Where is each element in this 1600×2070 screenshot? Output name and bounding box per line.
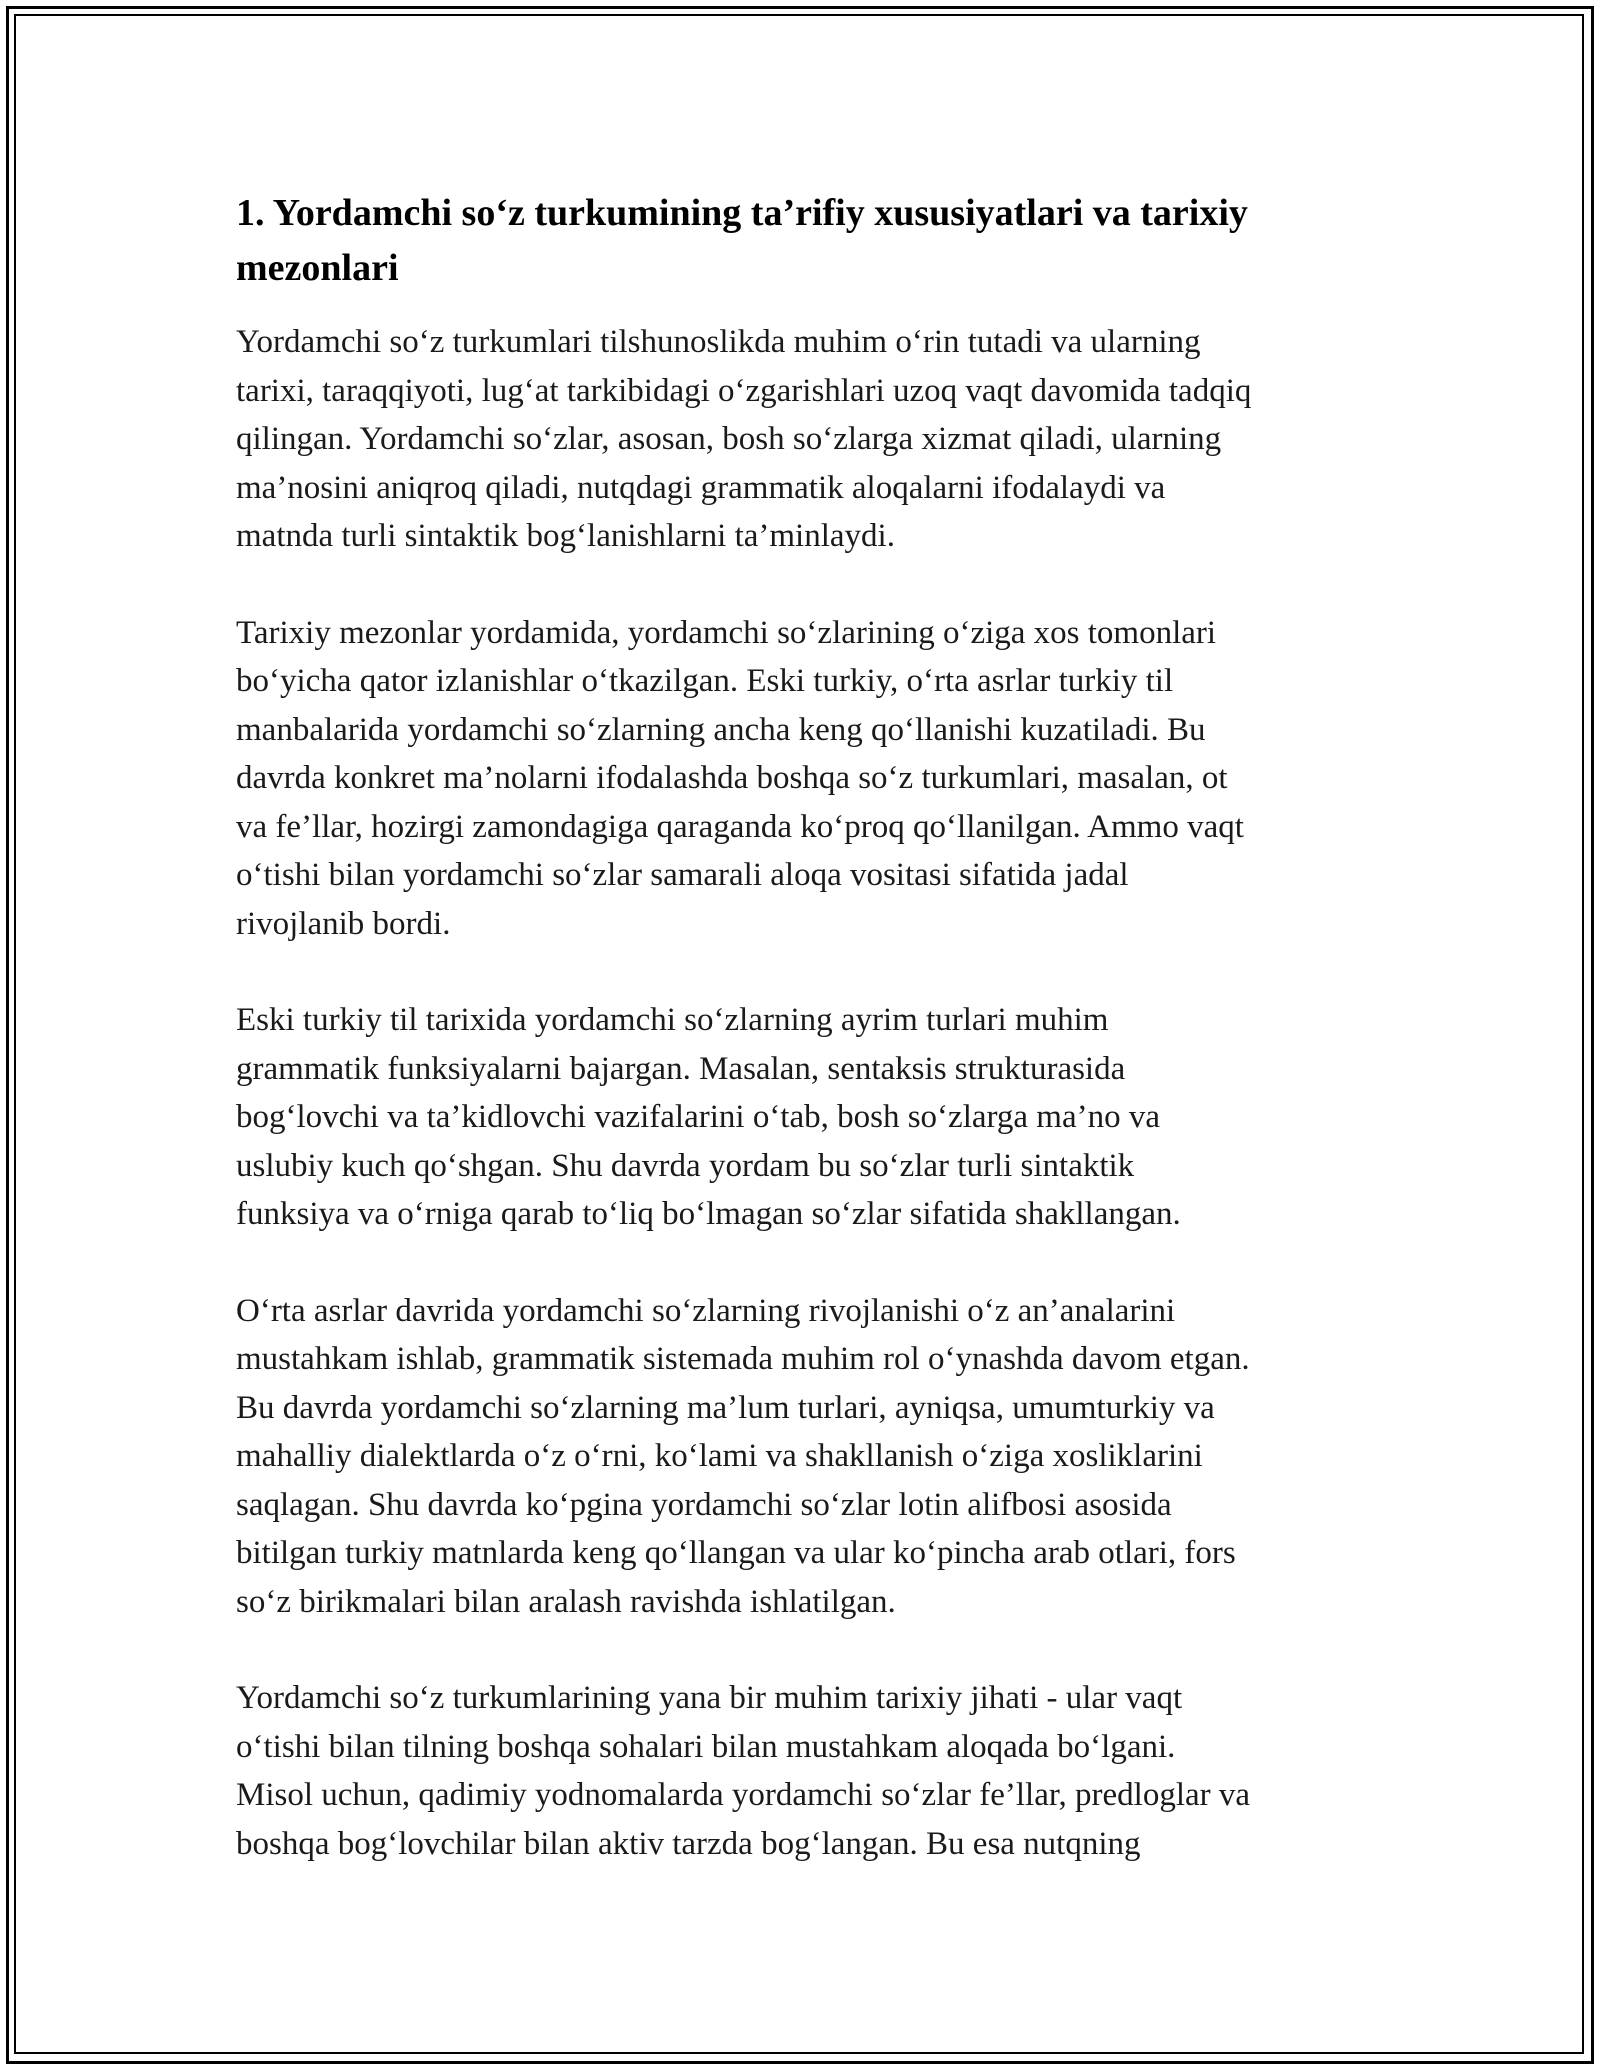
text-line: o‘tishi bilan tilning boshqa sohalari bilan mustahkam aloqada bo‘lgani.: [236, 1728, 1176, 1765]
text-line: Bu davrda yordamchi so‘zlarning ma’lum turlari, ayniqsa, umumturkiy va: [236, 1389, 1215, 1426]
text-line: bog‘lovchi va ta’kidlovchi vazifalarini o‘tab, bosh so‘zlarga ma’no va: [236, 1099, 1160, 1135]
paragraph-5: [236, 1674, 1376, 1868]
title-line: mezonlari: [236, 247, 399, 289]
text-line: O‘rta asrlar davrida yordamchi so‘zlarning rivojlanishi o‘z an’analarini: [236, 1292, 1176, 1329]
text-line: bo‘yicha qator izlanishlar o‘tkazilgan. Eski turkiy, o‘rta asrlar turkiy til: [236, 663, 1174, 699]
text-line: funksiya va o‘rniga qarab to‘liq bo‘lmagan so‘zlar sifatida shakllangan.: [236, 1196, 1181, 1232]
text-line: Tarixiy mezonlar yordamida, yordamchi so‘zlarining o‘ziga xos tomonlari: [236, 614, 1217, 651]
text-line: uslubiy kuch qo‘shgan. Shu davrda yordam bu so‘zlar turli sintaktik: [236, 1147, 1135, 1184]
text-line: qilingan. Yordamchi so‘zlar, asosan, bosh so‘zlarga xizmat qiladi, ularning: [236, 421, 1222, 457]
text-line: mahalliy dialektlarda o‘z o‘rni, ko‘lami va shakllanish o‘ziga xosliklarini: [236, 1438, 1203, 1474]
document-page: [236, 186, 1376, 1916]
text-line: grammatik funksiyalarni bajargan. Masalan, sentaksis strukturasida: [236, 1050, 1126, 1087]
text-line: bitilgan turkiy matnlarda keng qo‘llangan va ular ko‘pincha arab otlari, fors: [236, 1535, 1236, 1571]
section-title: [236, 186, 1376, 296]
text-line: davrda konkret ma’nolarni ifodalashda boshqa so‘z turkumlari, masalan, ot: [236, 760, 1228, 796]
paragraph-1: [236, 318, 1376, 561]
text-line: manbalarida yordamchi so‘zlarning ancha keng qo‘llanishi kuzatiladi. Bu: [236, 711, 1206, 748]
text-line: Eski turkiy til tarixida yordamchi so‘zlarning ayrim turlari muhim: [236, 1002, 1109, 1038]
text-line: Misol uchun, qadimiy yodnomalarda yordamchi so‘zlar fe’llar, predloglar va: [236, 1777, 1251, 1813]
title-line: 1. Yordamchi so‘z turkumining ta’rifiy xususiyatlari va tarixiy: [236, 192, 1248, 234]
paragraph-2: [236, 609, 1376, 949]
text-line: rivojlanib bordi.: [236, 905, 451, 942]
text-line: tarixi, taraqqiyoti, lug‘at tarkibidagi o‘zgarishlari uzoq vaqt davomida tadqiq: [236, 372, 1252, 409]
text-line: va fe’llar, hozirgi zamondagiga qaraganda ko‘proq qo‘llanilgan. Ammo vaqt: [236, 808, 1244, 845]
text-line: mustahkam ishlab, grammatik sistemada muhim rol o‘ynashda davom etgan.: [236, 1341, 1250, 1377]
text-line: saqlagan. Shu davrda ko‘pgina yordamchi so‘zlar lotin alifbosi asosida: [236, 1486, 1172, 1523]
text-line: boshqa bog‘lovchilar bilan aktiv tarzda bog‘langan. Bu esa nutqning: [236, 1825, 1141, 1862]
paragraph-3: [236, 996, 1376, 1239]
text-line: Yordamchi so‘z turkumlari tilshunoslikda muhim o‘rin tutadi va ularning: [236, 324, 1201, 360]
text-line: Yordamchi so‘z turkumlarining yana bir muhim tarixiy jihati - ular vaqt: [236, 1680, 1183, 1716]
text-line: so‘z birikmalari bilan aralash ravishda ishlatilgan.: [236, 1583, 896, 1620]
text-line: ma’nosini aniqroq qiladi, nutqdagi grammatik aloqalarni ifodalaydi va: [236, 469, 1166, 506]
text-line: o‘tishi bilan yordamchi so‘zlar samarali aloqa vositasi sifatida jadal: [236, 857, 1129, 893]
text-line: matnda turli sintaktik bog‘lanishlarni ta’minlaydi.: [236, 518, 895, 554]
paragraph-4: [236, 1287, 1376, 1627]
